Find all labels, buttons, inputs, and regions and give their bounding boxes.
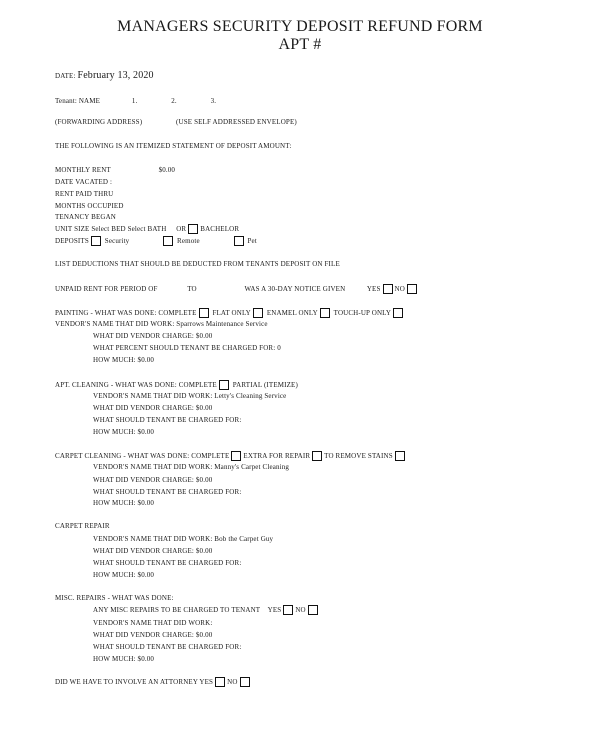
painting-vendor-charge[interactable]: WHAT DID VENDOR CHARGE: $0.00 [93, 332, 213, 340]
apt-cleaning-label: APT. CLEANING - WHAT WAS DONE: COMPLETE [55, 381, 217, 389]
monthly-rent-value[interactable]: $0.00 [158, 166, 176, 174]
attorney-no-checkbox[interactable] [240, 677, 250, 687]
unpaid-rent-row [55, 284, 419, 294]
painting-percent[interactable]: WHAT PERCENT SHOULD TENANT BE CHARGED FOR: 0 [93, 344, 281, 352]
carpet-repair-vendor[interactable]: VENDOR'S NAME THAT DID WORK: Bob the Carpet Guy [93, 535, 274, 543]
painting-how-much[interactable]: HOW MUCH: $0.00 [93, 356, 155, 364]
forwarding-row [55, 118, 297, 126]
monthly-rent-label: MONTHLY RENT [55, 166, 111, 174]
misc-should-charge[interactable]: WHAT SHOULD TENANT BE CHARGED FOR: [93, 643, 242, 651]
carpet-repair-heading: CARPET REPAIR [55, 522, 110, 530]
misc-any-label: ANY MISC REPAIRS TO BE CHARGED TO TENANT [93, 606, 261, 614]
misc-no-checkbox[interactable] [308, 605, 318, 615]
painting-vendor[interactable]: VENDOR'S NAME THAT DID WORK: Sparrows Maintenance Service [55, 320, 268, 328]
tenant-name-label: Tenant: NAME [55, 97, 101, 105]
envelope-note: (USE SELF ADDRESSED ENVELOPE) [176, 118, 297, 126]
remove-stains-label: TO REMOVE STAINS [324, 452, 393, 460]
painting-label: PAINTING - WHAT WAS DONE: COMPLETE [55, 309, 197, 317]
unpaid-rent-label: UNPAID RENT FOR PERIOD OF [55, 285, 158, 293]
flat-only-checkbox[interactable] [253, 308, 263, 318]
carpet-cleaning-vendor-charge[interactable]: WHAT DID VENDOR CHARGE: $0.00 [93, 476, 213, 484]
attorney-yes-label: YES [199, 678, 214, 686]
enamel-only-label: ENAMEL ONLY [266, 309, 318, 317]
carpet-repair-vendor-charge[interactable]: WHAT DID VENDOR CHARGE: $0.00 [93, 547, 213, 555]
or-label: OR [176, 225, 187, 233]
tenancy-began[interactable]: TENANCY BEGAN [55, 213, 116, 221]
notice-no-label: NO [394, 285, 405, 293]
unpaid-to-label: TO [187, 285, 197, 293]
deposits-row [55, 236, 257, 246]
form-title: MANAGERS SECURITY DEPOSIT REFUND FORM [117, 18, 483, 35]
tenant-row [55, 97, 216, 105]
misc-vendor-charge[interactable]: WHAT DID VENDOR CHARGE: $0.00 [93, 631, 213, 639]
carpet-cleaning-vendor[interactable]: VENDOR'S NAME THAT DID WORK: Manny's Carpet Cleaning [93, 463, 290, 471]
attorney-no-label: NO [227, 678, 238, 686]
date-row [55, 70, 154, 81]
touchup-only-checkbox[interactable] [393, 308, 403, 318]
unit-size-row [55, 224, 239, 234]
notice-label: WAS A 30-DAY NOTICE GIVEN [244, 285, 346, 293]
misc-vendor[interactable]: VENDOR'S NAME THAT DID WORK: [93, 619, 213, 627]
remote-checkbox[interactable] [163, 236, 173, 246]
carpet-repair-should-charge[interactable]: WHAT SHOULD TENANT BE CHARGED FOR: [93, 559, 242, 567]
carpet-repair-how-much[interactable]: HOW MUCH: $0.00 [93, 571, 155, 579]
date-value[interactable]: February 13, 2020 [77, 70, 154, 81]
remote-label: Remote [177, 237, 200, 245]
security-label: Security [104, 237, 130, 245]
tenant-3[interactable]: 3. [210, 97, 217, 105]
apt-cleaning-complete-checkbox[interactable] [219, 380, 229, 390]
deposits-label: DEPOSITS [55, 237, 89, 245]
date-label: DATE: [55, 72, 76, 80]
misc-charge-row [93, 605, 320, 615]
forwarding-address-label: (FORWARDING ADDRESS) [55, 118, 143, 126]
flat-only-label: FLAT ONLY [212, 309, 251, 317]
attorney-label: DID WE HAVE TO INVOLVE AN ATTORNEY [55, 678, 198, 686]
misc-how-much[interactable]: HOW MUCH: $0.00 [93, 655, 155, 663]
misc-yes-checkbox[interactable] [283, 605, 293, 615]
notice-yes-checkbox[interactable] [383, 284, 393, 294]
apt-cleaning-vendor[interactable]: VENDOR'S NAME THAT DID WORK: Letty's Cleaning Service [93, 392, 287, 400]
misc-repairs-heading: MISC. REPAIRS - WHAT WAS DONE: [55, 594, 174, 602]
partial-label: PARTIAL (ITEMIZE) [232, 381, 298, 389]
carpet-cleaning-row [55, 451, 407, 461]
painting-complete-checkbox[interactable] [199, 308, 209, 318]
carpet-cleaning-how-much[interactable]: HOW MUCH: $0.00 [93, 499, 155, 507]
extra-repair-label: EXTRA FOR REPAIR [243, 452, 311, 460]
touchup-only-label: TOUCH-UP ONLY [333, 309, 392, 317]
misc-no-label: NO [295, 606, 306, 614]
bachelor-checkbox[interactable] [188, 224, 198, 234]
unit-size-label: UNIT SIZE Select BED Select BATH [55, 225, 167, 233]
enamel-only-checkbox[interactable] [320, 308, 330, 318]
attorney-yes-checkbox[interactable] [215, 677, 225, 687]
list-deductions: LIST DEDUCTIONS THAT SHOULD BE DEDUCTED FROM TENANTS DEPOSIT ON FILE [55, 260, 340, 268]
rent-paid-thru[interactable]: RENT PAID THRU [55, 190, 114, 198]
bachelor-label: BACHELOR [200, 225, 240, 233]
notice-yes-label: YES [366, 285, 381, 293]
remove-stains-checkbox[interactable] [395, 451, 405, 461]
apt-cleaning-how-much[interactable]: HOW MUCH: $0.00 [93, 428, 155, 436]
date-vacated[interactable]: DATE VACATED : [55, 178, 113, 186]
apt-cleaning-should-charge[interactable]: WHAT SHOULD TENANT BE CHARGED FOR: [93, 416, 242, 424]
pet-checkbox[interactable] [234, 236, 244, 246]
attorney-row [55, 677, 252, 687]
painting-row [55, 308, 405, 318]
notice-no-checkbox[interactable] [407, 284, 417, 294]
extra-repair-checkbox[interactable] [312, 451, 322, 461]
security-checkbox[interactable] [91, 236, 101, 246]
apt-cleaning-vendor-charge[interactable]: WHAT DID VENDOR CHARGE: $0.00 [93, 404, 213, 412]
apt-cleaning-row [55, 380, 298, 390]
itemized-statement: THE FOLLOWING IS AN ITEMIZED STATEMENT OF DEPOSIT AMOUNT: [55, 142, 292, 150]
apt-number: APT # [278, 36, 322, 53]
pet-label: Pet [247, 237, 257, 245]
tenant-1[interactable]: 1. [131, 97, 138, 105]
misc-yes-label: YES [267, 606, 282, 614]
months-occupied[interactable]: MONTHS OCCUPIED [55, 202, 124, 210]
carpet-cleaning-label: CARPET CLEANING - WHAT WAS DONE: COMPLETE [55, 452, 230, 460]
monthly-rent-row [55, 166, 175, 174]
carpet-complete-checkbox[interactable] [231, 451, 241, 461]
carpet-cleaning-should-charge[interactable]: WHAT SHOULD TENANT BE CHARGED FOR: [93, 488, 242, 496]
tenant-2[interactable]: 2. [171, 97, 177, 105]
